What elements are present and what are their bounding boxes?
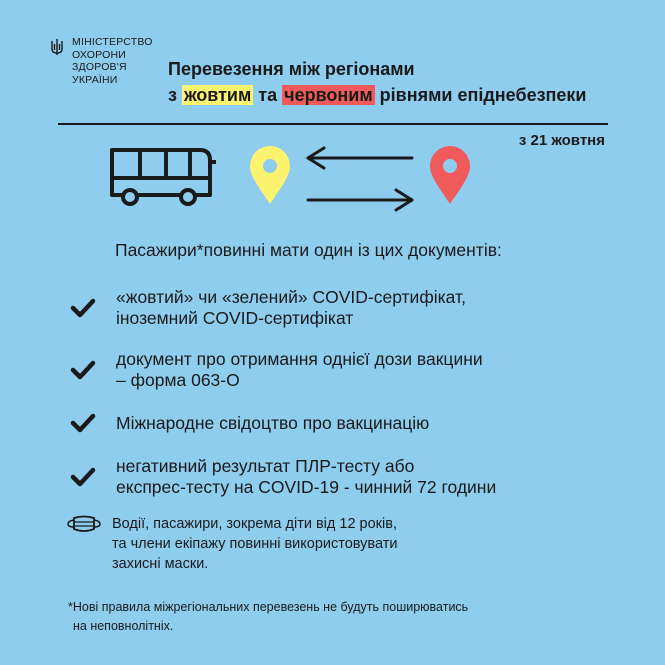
title-red: червоним: [284, 85, 373, 105]
check-icon: [70, 359, 96, 381]
item-line: документ про отримання однієї дози вакцини: [116, 349, 483, 369]
ministry-line: МІНІСТЕРСТВО: [72, 36, 153, 48]
transport-graphic: [0, 140, 665, 220]
item-text: [116, 349, 483, 391]
title-line-1: Перевезення між регіонами: [168, 59, 415, 79]
ministry-line: ОХОРОНИ: [72, 48, 126, 61]
mask-line: Водії, пасажири, зокрема діти від 12 років,: [112, 516, 397, 532]
item-line: – форма 063-О: [116, 370, 240, 390]
footnote: [68, 598, 468, 636]
check-icon: [70, 297, 96, 319]
check-icon: [70, 466, 96, 488]
ministry-name: [72, 36, 153, 86]
ministry-line: ЗДОРОВ'Я: [72, 61, 127, 73]
trident-icon: [50, 38, 64, 56]
list-item: [70, 287, 466, 329]
title-suffix: рівнями епіднебезпеки: [374, 85, 587, 105]
effective-date: з 21 жовтня: [518, 132, 605, 149]
list-item: [70, 349, 483, 391]
mask-note: [66, 514, 397, 574]
title-prefix: з: [168, 85, 182, 105]
item-line: іноземний COVID-сертифікат: [116, 308, 354, 328]
item-text: [116, 287, 466, 329]
footnote-line: на неповнолітніх.: [73, 619, 174, 633]
title-mid: та: [253, 85, 283, 105]
item-line: Міжнародне свідоцтво про вакцинацію: [116, 412, 430, 433]
intro-text: Пасажири*повинні мати один із цих документів:: [115, 240, 502, 260]
title-line-2: [168, 82, 586, 108]
mask-line: та члени екіпажу повинні використовувати: [112, 536, 398, 552]
bus-icon: [112, 150, 216, 204]
yellow-pin-icon: [250, 146, 290, 204]
page-title: [168, 56, 586, 108]
mask-icon: [66, 514, 102, 534]
red-pin-icon: [430, 146, 470, 204]
mask-line: захисні маски.: [112, 556, 209, 572]
item-line: негативний результат ПЛР-тесту або: [116, 456, 415, 476]
divider: [58, 123, 608, 125]
arrows-icon: [308, 148, 412, 210]
item-text: [116, 413, 429, 434]
footnote-line: *Нові правила міжрегіональних перевезень не будуть поширюватись: [68, 600, 469, 614]
list-item: [70, 412, 429, 434]
mask-text: [112, 514, 397, 574]
check-icon: [70, 412, 96, 434]
item-text: [116, 456, 496, 498]
ministry-line: УКРАЇНИ: [72, 73, 118, 86]
ministry-logo: [50, 36, 153, 86]
list-item: [70, 456, 496, 498]
title-yellow: жовтим: [183, 85, 252, 105]
item-line: «жовтий» чи «зелений» COVID-сертифікат,: [116, 287, 466, 307]
item-line: експрес-тесту на COVID-19 - чинний 72 години: [116, 477, 497, 497]
